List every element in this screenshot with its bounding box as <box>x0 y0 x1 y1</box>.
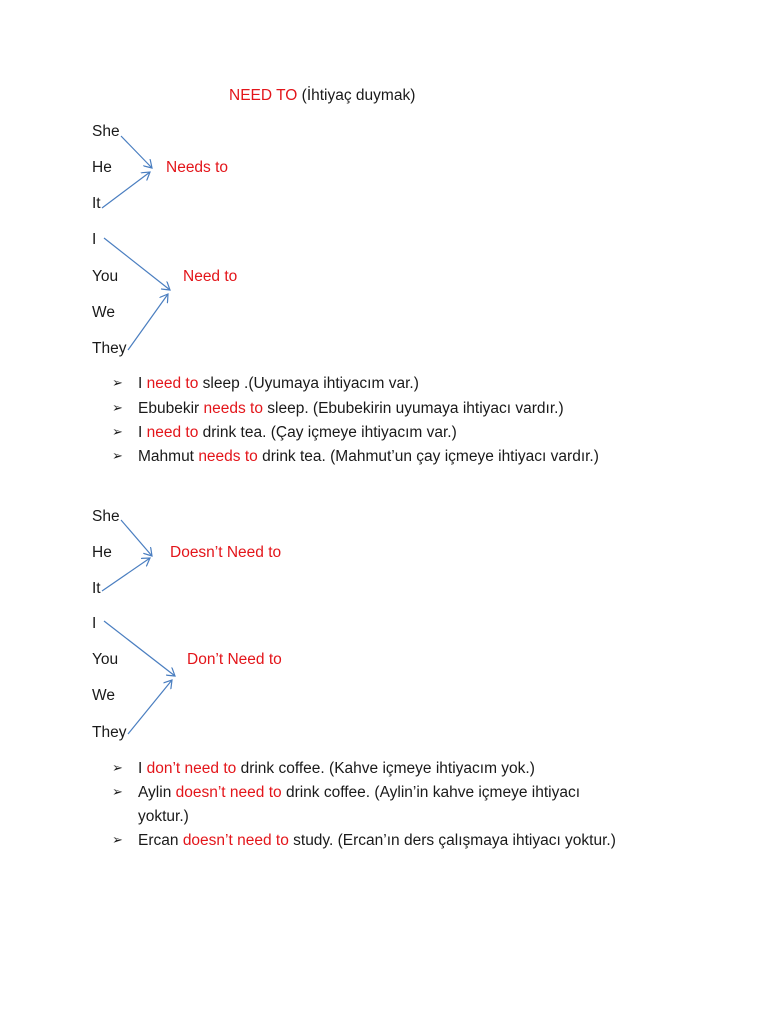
title-keyword: NEED TO <box>229 87 298 104</box>
title-meaning: (İhtiyaç duymak) <box>301 87 416 104</box>
pronoun-you: You <box>92 651 119 668</box>
example-rest: study. (Ercan’ın ders çalışmaya ihtiyacı yoktur.) <box>288 832 616 849</box>
form-doesnt-need-to: Doesn’t Need to <box>170 544 282 561</box>
example-subject: I <box>138 424 147 441</box>
example-highlight: doesn’t need to <box>182 832 289 849</box>
arrow-she-2 <box>121 520 152 556</box>
pronoun-we: We <box>92 304 115 321</box>
pronoun-she: She <box>92 123 120 140</box>
example-highlight: needs to <box>203 400 263 417</box>
bullet-arrow-icon: ➢ <box>112 401 123 416</box>
bullet-arrow-icon: ➢ <box>112 449 123 464</box>
pronoun-you: You <box>92 268 119 285</box>
pronoun-we: We <box>92 687 115 704</box>
example-rest: drink tea. (Mahmut’un çay içmeye ihtiyacı vardır.) <box>257 448 599 465</box>
arrow-she <box>121 136 152 168</box>
form-need-to: Need to <box>183 268 238 285</box>
pronoun-they: They <box>92 340 127 357</box>
pronoun-i: I <box>92 615 97 632</box>
bullet-arrow-icon: ➢ <box>112 785 123 800</box>
arrow-they <box>128 294 168 350</box>
example-subject: Ercan <box>138 832 183 849</box>
example-rest: drink coffee. (Kahve içmeye ihtiyacım yok.) <box>236 760 535 777</box>
pronoun-it: It <box>92 580 101 597</box>
example-rest: drink tea. (Çay içmeye ihtiyacım var.) <box>198 424 457 441</box>
example-rest: sleep. (Ebubekirin uyumaya ihtiyacı vardır.) <box>262 400 564 417</box>
example-subject: I <box>138 760 147 777</box>
example-highlight: needs to <box>198 448 258 465</box>
example-highlight: doesn’t need to <box>175 784 282 801</box>
pronoun-it: It <box>92 195 101 212</box>
example-highlight: need to <box>146 375 199 392</box>
example-highlight: need to <box>146 424 199 441</box>
example-subject: I <box>138 375 147 392</box>
example-rest-continued: yoktur.) <box>138 808 189 825</box>
bullet-arrow-icon: ➢ <box>112 376 123 391</box>
bullet-arrow-icon: ➢ <box>112 761 123 776</box>
arrow-they-2 <box>128 680 172 734</box>
example-rest: drink coffee. (Aylin’in kahve içmeye ihtiyacı <box>281 784 581 801</box>
example-rest: sleep .(Uyumaya ihtiyacım var.) <box>198 375 419 392</box>
pronoun-he: He <box>92 544 112 561</box>
bullet-arrow-icon: ➢ <box>112 833 123 848</box>
example-subject: Ebubekir <box>138 400 204 417</box>
pronoun-i: I <box>92 231 97 248</box>
example-highlight: don’t need to <box>146 760 237 777</box>
example-subject: Mahmut <box>138 448 199 465</box>
form-dont-need-to: Don’t Need to <box>187 651 282 668</box>
page-title <box>229 86 415 106</box>
bullet-arrow-icon: ➢ <box>112 425 123 440</box>
pronoun-they: They <box>92 724 127 741</box>
pronoun-he: He <box>92 159 112 176</box>
pronoun-she: She <box>92 508 120 525</box>
form-needs-to: Needs to <box>166 159 229 176</box>
example-subject: Aylin <box>138 784 176 801</box>
